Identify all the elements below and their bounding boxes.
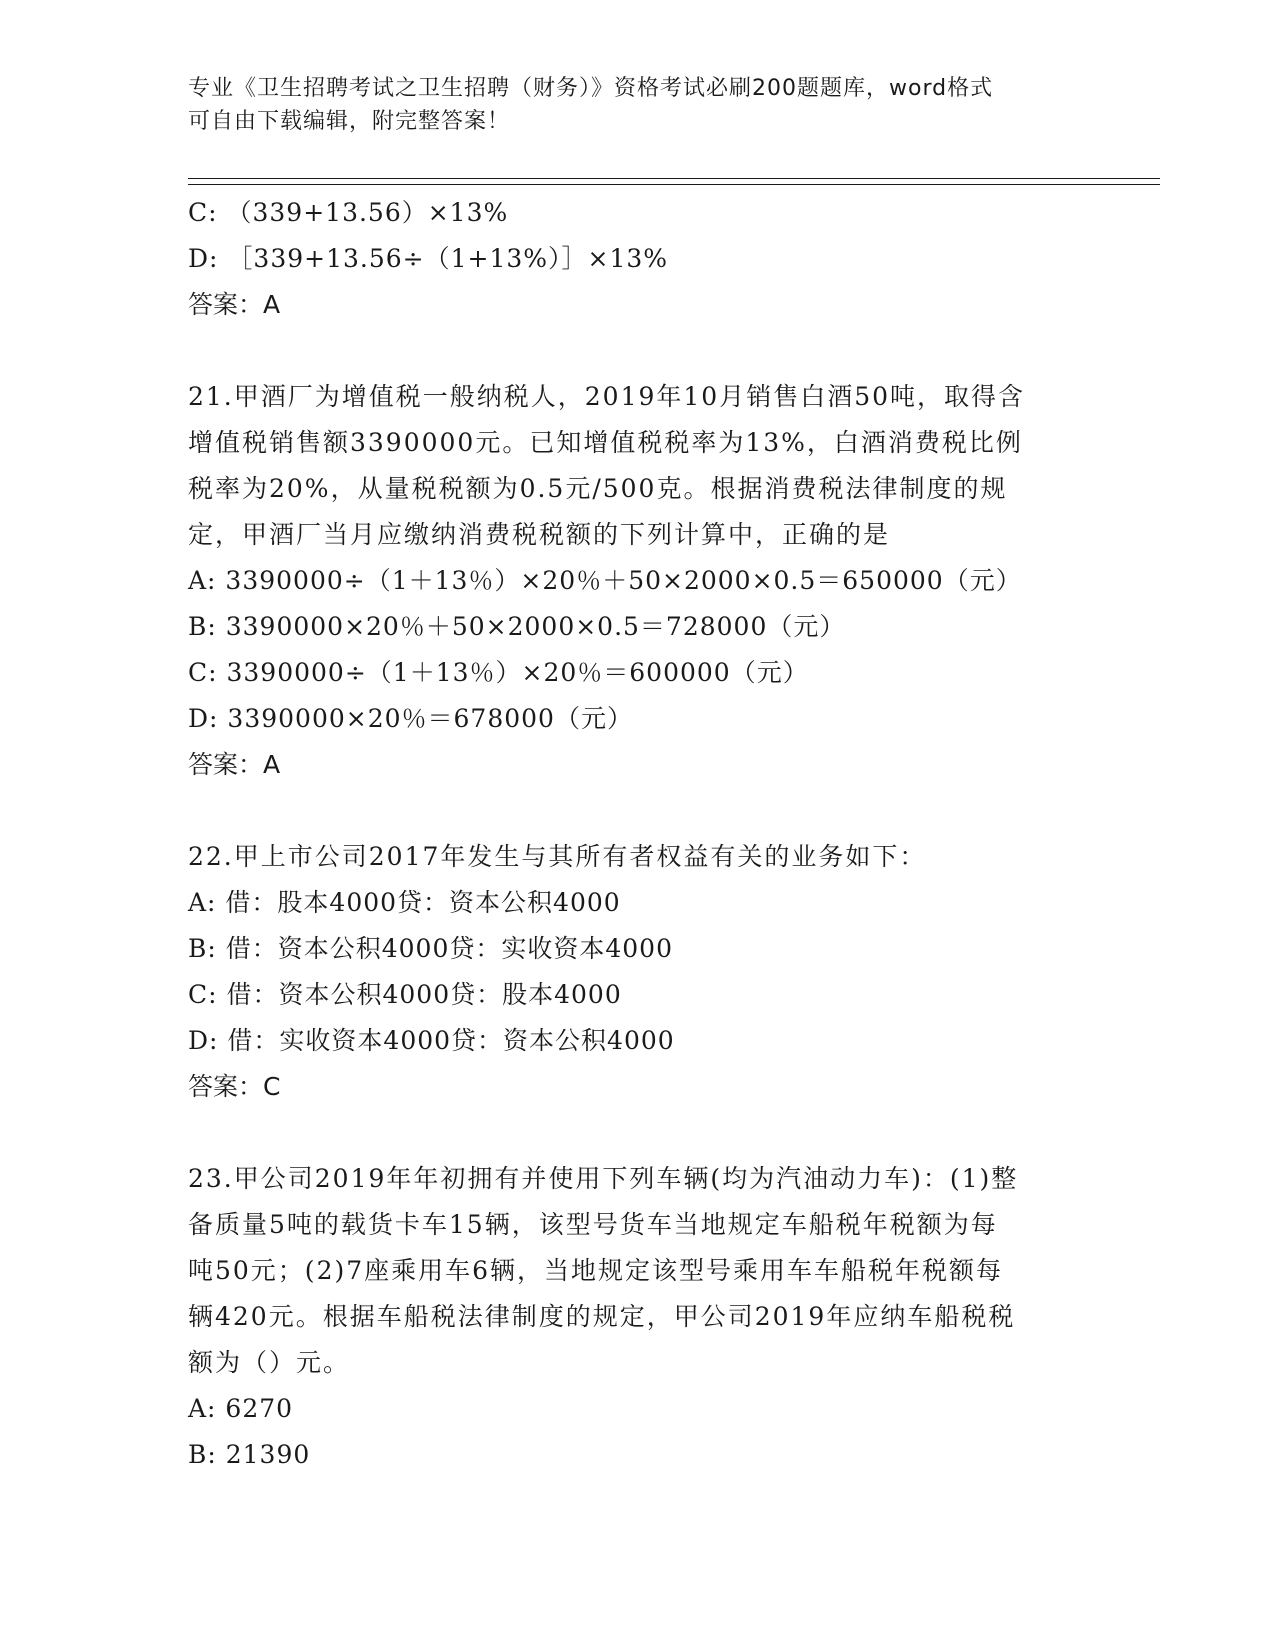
option-b: B: 3390000×20％＋50×2000×0.5＝728000（元） [188,612,846,641]
header-line-1: 专业《卫生招聘考试之卫生招聘（财务）》资格考试必刷200题题库，word格式 [188,76,994,101]
stem-line: 吨50元；(2)7座乘用车6辆，当地规定该型号乘用车车船税年税额每 [188,1256,1004,1285]
option-c: C: 3390000÷（1＋13％）×20％＝600000（元） [188,658,809,687]
stem-line: 21.甲酒厂为增值税一般纳税人，2019年10月销售白酒50吨，取得含 [188,382,1026,411]
option-d: D: 3390000×20％＝678000（元） [188,704,633,733]
stem-line: 辆420元。根据车船税法律制度的规定，甲公司2019年应纳车船税税 [188,1302,1016,1331]
option-c: C: （339+13.56）×13% [188,198,509,227]
option-a: A: 借：股本4000贷：资本公积4000 [188,888,621,917]
stem-line: 定，甲酒厂当月应缴纳消费税税额的下列计算中，正确的是 [188,520,891,549]
stem-line: 备质量5吨的载货卡车15辆，该型号货车当地规定车船税年税额为每 [188,1210,998,1239]
question-stem [188,374,1088,558]
header-divider-top [188,178,1160,179]
question-21 [188,374,1088,788]
stem-line: 23.甲公司2019年年初拥有并使用下列车辆(均为汽油动力车)：(1)整 [188,1164,1019,1193]
previous-question-block [188,190,1088,328]
document-body [188,190,1088,1478]
answer-line: 答案：C [188,1072,281,1101]
page-header [188,72,1088,138]
header-divider-bottom [188,184,1160,185]
answer-line: 答案：A [188,750,281,779]
option-a: A: 3390000÷（1＋13％）×20％＋50×2000×0.5＝650000（元） [188,566,1022,595]
stem-line: 额为（）元。 [188,1348,351,1377]
option-d: D: 借：实收资本4000贷：资本公积4000 [188,1026,675,1055]
answer-line: 答案：A [188,290,281,319]
question-stem [188,1156,1088,1386]
option-a: A: 6270 [188,1394,294,1423]
question-23 [188,1156,1088,1478]
option-c: C: 借：资本公积4000贷：股本4000 [188,980,622,1009]
question-22 [188,834,1088,1110]
option-d: D: ［339+13.56÷（1+13%）］×13% [188,244,669,273]
stem-line: 增值税销售额3390000元。已知增值税税率为13%，白酒消费税比例 [188,428,1023,457]
option-b: B: 21390 [188,1440,311,1469]
stem-line: 22.甲上市公司2017年发生与其所有者权益有关的业务如下： [188,842,927,871]
question-stem [188,834,1088,880]
stem-line: 税率为20%，从量税税额为0.5元/500克。根据消费税法律制度的规 [188,474,1008,503]
option-b: B: 借：资本公积4000贷：实收资本4000 [188,934,673,963]
header-line-2: 可自由下载编辑，附完整答案！ [188,109,511,134]
